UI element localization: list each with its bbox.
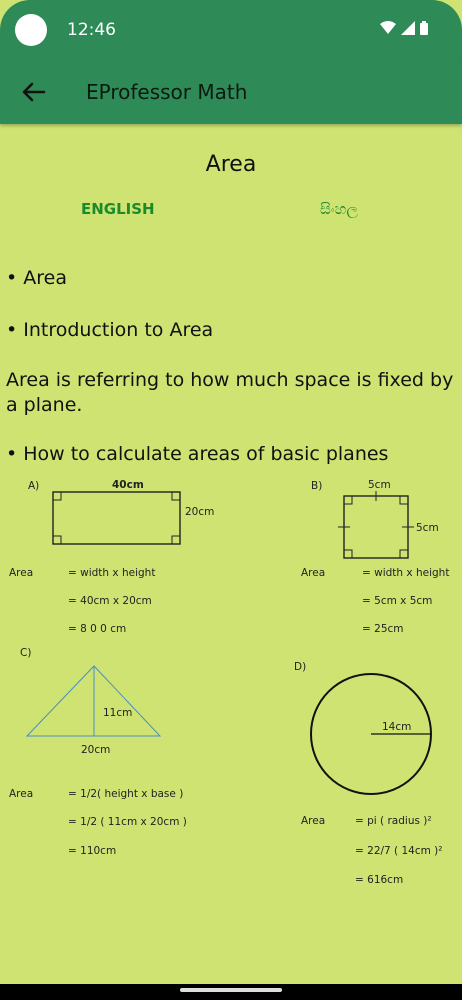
- figure-d-label: D): [294, 661, 307, 673]
- rect-width-label: 40cm: [112, 479, 144, 491]
- status-bar: [0, 0, 462, 60]
- wifi-icon: [380, 21, 396, 35]
- area-d-line2: = 22/7 ( 14cm )²: [355, 845, 443, 857]
- area-d-line3: = 616cm: [355, 874, 404, 886]
- figure-c-label: C): [20, 647, 32, 659]
- page-title: Area: [205, 152, 257, 177]
- area-b-line3: = 25cm: [362, 623, 404, 635]
- area-c-word: Area: [9, 788, 34, 800]
- area-c-line3: = 110cm: [68, 845, 117, 857]
- area-figures: [0, 474, 462, 894]
- figure-b-label: B): [311, 480, 323, 492]
- system-icons: [380, 21, 428, 35]
- area-a-line1: = width x height: [68, 567, 156, 579]
- area-b-line1: = width x height: [362, 567, 450, 579]
- intro-text: Area is referring to how much space is fixed by a plane.: [6, 369, 454, 416]
- app-title: EProfessor Math: [86, 80, 248, 104]
- rect-right-angle-marks: [53, 492, 180, 544]
- camera-cutout: [15, 14, 47, 46]
- back-arrow-icon[interactable]: [20, 78, 48, 106]
- circle-radius-label: 14cm: [382, 721, 412, 733]
- triangle-base-label: 20cm: [81, 744, 111, 756]
- navigation-bar: [0, 984, 462, 1000]
- area-d-line1: = pi ( radius )²: [355, 815, 432, 827]
- content-area: [0, 124, 462, 984]
- status-time: 12:46: [67, 20, 116, 40]
- signal-icon: [401, 21, 415, 35]
- square-side-label: 5cm: [416, 522, 439, 534]
- battery-icon: [420, 21, 428, 35]
- area-a-line3: = 8 0 0 cm: [68, 623, 127, 635]
- square-shape: [344, 496, 408, 558]
- home-gesture-handle[interactable]: [180, 988, 282, 992]
- english-button[interactable]: ENGLISH: [81, 200, 155, 218]
- sinhala-button[interactable]: සිංහල: [320, 200, 358, 218]
- rect-height-label: 20cm: [185, 506, 215, 518]
- area-c-line2: = 1/2 ( 11cm x 20cm ): [68, 816, 187, 828]
- area-c-line1: = 1/2( height x base ): [68, 788, 184, 800]
- bullet-calc: • How to calculate areas of basic planes: [6, 443, 389, 465]
- bullet-intro: • Introduction to Area: [6, 319, 214, 341]
- app-bar: [0, 60, 462, 124]
- figure-a-label: A): [28, 480, 40, 492]
- area-b-line2: = 5cm x 5cm: [362, 595, 433, 607]
- area-a-word: Area: [9, 567, 34, 579]
- triangle-height-label: 11cm: [103, 707, 133, 719]
- rectangle-shape: [53, 492, 180, 544]
- area-a-line2: = 40cm x 20cm: [68, 595, 152, 607]
- area-d-word: Area: [301, 815, 326, 827]
- area-b-word: Area: [301, 567, 326, 579]
- square-marks: [338, 491, 414, 558]
- bullet-area: • Area: [6, 267, 67, 289]
- square-top-label: 5cm: [368, 479, 391, 491]
